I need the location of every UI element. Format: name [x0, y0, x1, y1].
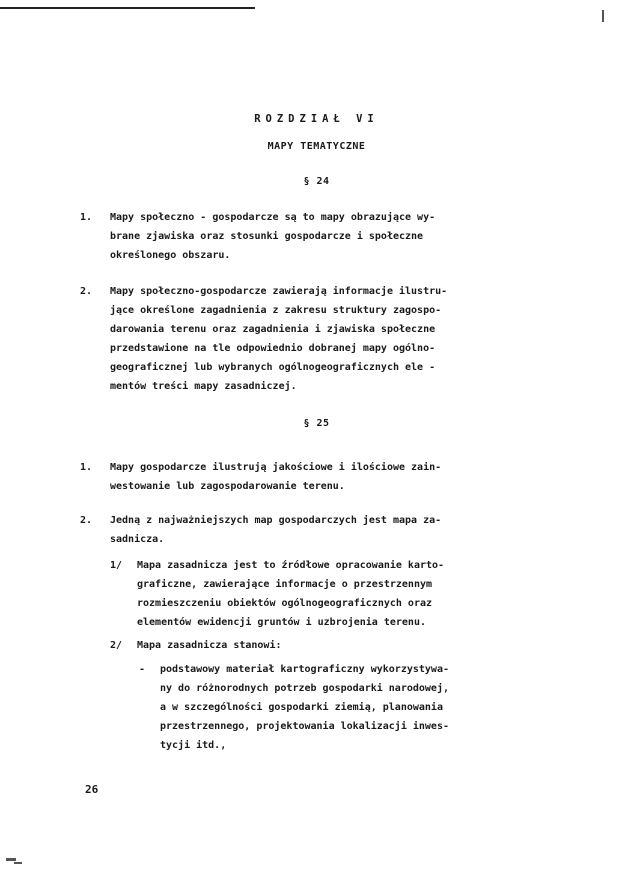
bullet-dash: -: [139, 664, 146, 675]
text-line: określonego obszaru.: [110, 250, 231, 261]
text-line: ny do różnorodnych potrzeb gospodarki narodowej,: [160, 683, 449, 694]
scan-border-line: [0, 7, 255, 9]
text-line: brane zjawiska oraz stosunki gospodarcze i społeczne: [110, 231, 424, 242]
section-mark-24: § 24: [303, 176, 330, 187]
text-line: Mapy społeczno-gospodarcze zawierają informacje ilustru-: [110, 286, 448, 297]
scan-speck: [6, 858, 16, 861]
section-mark-25: § 25: [303, 418, 330, 429]
text-line: a w szczególności gospodarki ziemią, planowania: [160, 702, 443, 713]
paragraph-number: 1.: [80, 462, 93, 473]
subparagraph-number: 1/: [110, 560, 123, 571]
scan-speck: [602, 10, 604, 22]
text-line: elementów ewidencji gruntów i uzbrojenia terenu.: [137, 617, 426, 628]
subparagraph-number: 2/: [110, 640, 123, 651]
text-line: Mapa zasadnicza stanowi:: [137, 640, 282, 651]
text-line: sadnicza.: [110, 534, 165, 545]
chapter-title: ROZDZIAŁ VI: [254, 113, 379, 125]
text-line: rozmieszczeniu obiektów ogólnogeograficznych oraz: [137, 598, 433, 609]
text-line: Mapy gospodarcze ilustrują jakościowe i ilościowe zain-: [110, 462, 442, 473]
text-line: tycji itd.,: [160, 740, 227, 751]
paragraph-number: 2.: [80, 515, 93, 526]
text-line: geograficznej lub wybranych ogólnogeograficznych ele -: [110, 362, 436, 373]
paragraph-number: 2.: [80, 286, 93, 297]
section-title: MAPY TEMATYCZNE: [267, 141, 366, 152]
page-number: 26: [85, 783, 99, 796]
text-line: darowania terenu oraz zagadnienia i zjawiska społeczne: [110, 324, 436, 335]
text-line: przestrzennego, projektowania lokalizacji inwes-: [160, 721, 449, 732]
scan-speck: [14, 862, 22, 864]
text-line: jące określone zagadnienia z zakresu struktury zagospo-: [110, 305, 442, 316]
text-line: Jedną z najważniejszych map gospodarczych jest mapa za-: [110, 515, 442, 526]
paragraph-number: 1.: [80, 212, 93, 223]
text-line: przedstawione na tle odpowiednio dobranej mapy ogólno-: [110, 343, 436, 354]
text-line: graficzne, zawierające informacje o przestrzennym: [137, 579, 433, 590]
text-line: podstawowy materiał kartograficzny wykorzystywa-: [160, 664, 449, 675]
text-line: westowanie lub zagospodarowanie terenu.: [110, 481, 345, 492]
text-line: mentów treści mapy zasadniczej.: [110, 381, 297, 392]
text-line: Mapy społeczno - gospodarcze są to mapy obrazujące wy-: [110, 212, 436, 223]
text-line: Mapa zasadnicza jest to źródłowe opracowanie karto-: [137, 560, 445, 571]
